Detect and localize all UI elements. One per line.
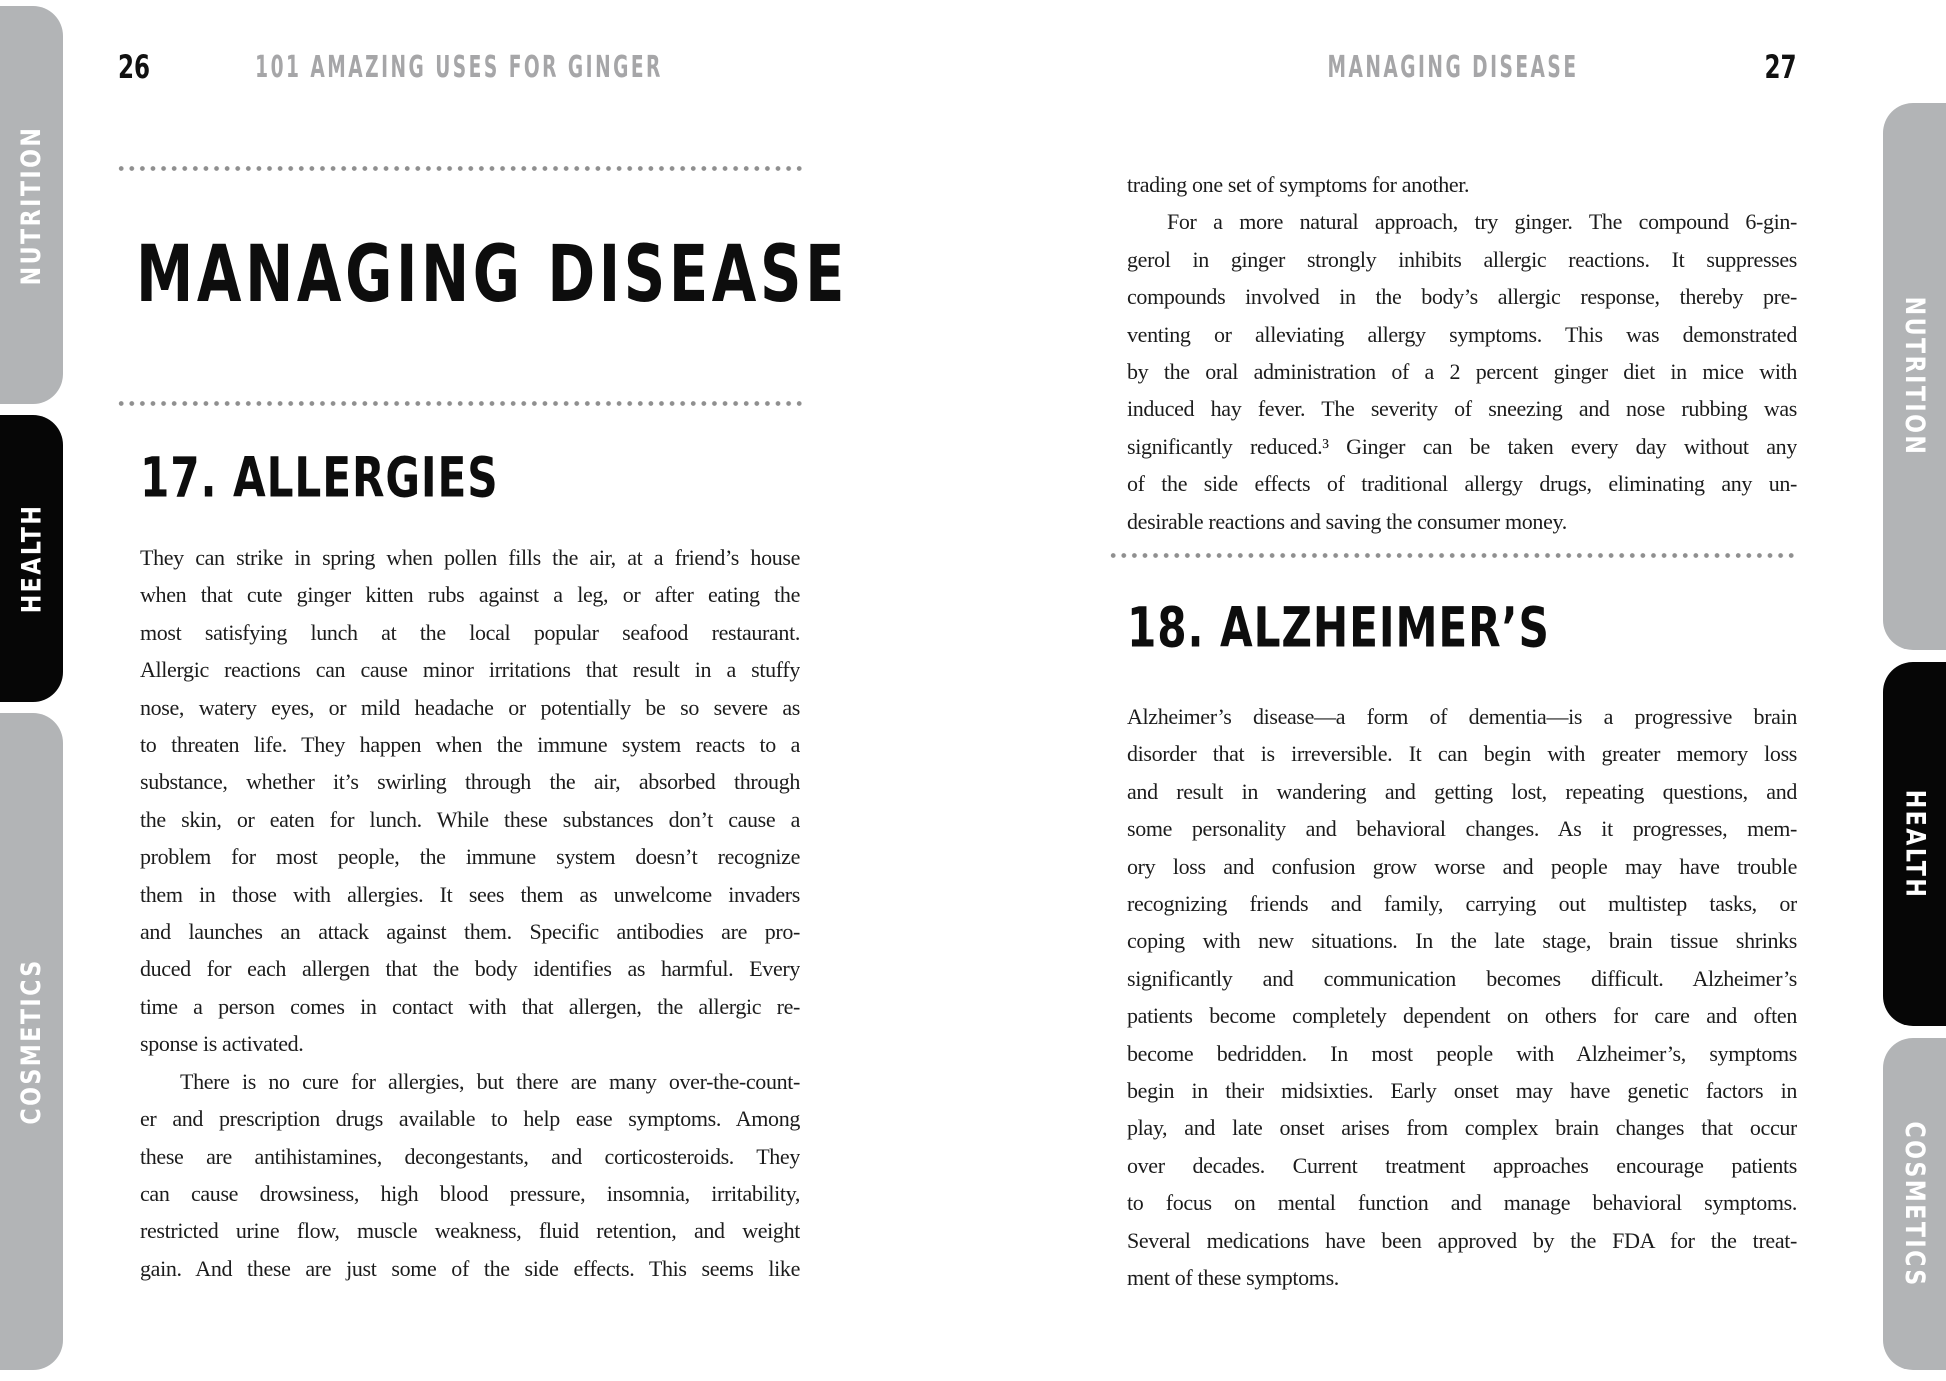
- paragraph: [140, 1063, 800, 1287]
- text-line: sponse is activated.: [140, 1031, 304, 1057]
- text-line: over decades. Current treatment approaches encourage patients: [1127, 1152, 1797, 1178]
- tab-cosmetics-right: [1883, 1038, 1946, 1370]
- text-line: when that cute ginger kitten rubs against a leg, or after eating the: [140, 582, 800, 608]
- body-text-column-left: [140, 539, 800, 1287]
- text-line: most satisfying lunch at the local popular seafood restaurant.: [140, 619, 800, 645]
- text-line: the skin, or eaten for lunch. While these substances don’t cause a: [140, 806, 800, 832]
- tab-health-label: HEALTH: [1899, 789, 1930, 899]
- dotted-divider: [118, 400, 802, 407]
- text-line: significantly and communication becomes difficult. Alzheimer’s: [1127, 965, 1797, 991]
- text-line: coping with new situations. In the late stage, brain tissue shrinks: [1127, 928, 1797, 954]
- page-number-left: 26: [118, 48, 151, 86]
- page-number-right: 27: [1764, 48, 1797, 86]
- text-line: ment of these symptoms.: [1127, 1265, 1339, 1291]
- text-line: these are antihistamines, decongestants, and corticosteroids. They: [140, 1143, 800, 1169]
- text-line: some personality and behavioral changes. As it progresses, mem-: [1127, 816, 1797, 842]
- text-line: For a more natural approach, try ginger. The compound 6-gin-: [1167, 209, 1797, 235]
- tab-cosmetics-left: [0, 713, 63, 1370]
- text-line: induced hay fever. The severity of sneezing and nose rubbing was: [1127, 396, 1797, 422]
- text-line: er and prescription drugs available to help ease symptoms. Among: [140, 1106, 800, 1132]
- paragraph: [1127, 698, 1797, 1297]
- text-line: become bedridden. In most people with Alzheimer’s, symptoms: [1127, 1040, 1797, 1066]
- section-heading-alzheimers: 18. ALZHEIMER’S: [1127, 596, 1550, 661]
- text-line: compounds involved in the body’s allergic response, thereby pre-: [1127, 284, 1797, 310]
- body-text-column-right-top: [1127, 166, 1797, 540]
- tab-nutrition-label: NUTRITION: [1899, 296, 1931, 457]
- text-line: recognizing friends and family, carrying out multistep tasks, or: [1127, 891, 1797, 917]
- tab-cosmetics-label: COSMETICS: [1899, 1120, 1931, 1288]
- text-line: patients become completely dependent on others for care and often: [1127, 1003, 1797, 1029]
- tab-nutrition-left: [0, 6, 63, 404]
- running-head-right: MANAGING DISEASE: [1327, 50, 1579, 85]
- text-line: and launches an attack against them. Specific antibodies are pro-: [140, 919, 800, 945]
- text-line: disorder that is irreversible. It can begin with greater memory loss: [1127, 741, 1797, 767]
- text-line: time a person comes in contact with that allergen, the allergic re-: [140, 993, 800, 1019]
- text-line: by the oral administration of a 2 percent ginger diet in mice with: [1127, 359, 1797, 385]
- text-line: begin in their midsixties. Early onset may have genetic factors in: [1127, 1078, 1797, 1104]
- text-line: restricted urine flow, muscle weakness, fluid retention, and weight: [140, 1218, 800, 1244]
- paragraph: [140, 539, 800, 1063]
- tab-health-right-active: [1883, 662, 1946, 1026]
- text-line: gerol in ginger strongly inhibits allergic reactions. It suppresses: [1127, 246, 1797, 272]
- text-line: to focus on mental function and manage behavioral symptoms.: [1127, 1190, 1797, 1216]
- chapter-title: MANAGING DISEASE: [136, 230, 849, 321]
- tab-nutrition-right: [1883, 103, 1946, 650]
- text-line: There is no cure for allergies, but there are many over-the-count-: [180, 1068, 800, 1094]
- text-line: ory loss and confusion grow worse and people may have trouble: [1127, 853, 1797, 879]
- paragraph: [1127, 166, 1797, 203]
- text-line: Alzheimer’s disease—a form of dementia—is a progressive brain: [1127, 704, 1797, 729]
- text-line: them in those with allergies. It sees them as unwelcome invaders: [140, 881, 800, 907]
- text-line: desirable reactions and saving the consumer money.: [1127, 508, 1567, 534]
- tab-nutrition-label: NUTRITION: [16, 125, 48, 285]
- text-line: problem for most people, the immune system doesn’t recognize: [140, 844, 800, 870]
- running-head-left: 101 AMAZING USES FOR GINGER: [255, 50, 663, 85]
- paragraph: [1127, 203, 1797, 540]
- text-line: play, and late onset arises from complex brain changes that occur: [1127, 1115, 1797, 1141]
- tab-health-label: HEALTH: [16, 503, 47, 614]
- text-line: Allergic reactions can cause minor irritations that result in a stuffy: [140, 657, 800, 683]
- text-line: and result in wandering and getting lost, repeating questions, and: [1127, 778, 1797, 804]
- text-line: significantly reduced.³ Ginger can be taken every day without any: [1127, 433, 1797, 459]
- text-line: to threaten life. They happen when the immune system reacts to a: [140, 732, 800, 758]
- text-line: duced for each allergen that the body identifies as harmful. Every: [140, 956, 800, 982]
- tab-health-left-active: [0, 415, 63, 702]
- text-line: They can strike in spring when pollen fills the air, at a friend’s house: [140, 545, 800, 570]
- dotted-divider: [118, 165, 802, 172]
- text-line: of the side effects of traditional allergy drugs, eliminating any un-: [1127, 471, 1797, 497]
- body-text-column-right-bottom: [1127, 698, 1797, 1297]
- text-line: nose, watery eyes, or mild headache or potentially be so severe as: [140, 694, 800, 720]
- text-line: substance, whether it’s swirling through the air, absorbed through: [140, 769, 800, 795]
- text-line: can cause drowsiness, high blood pressure, insomnia, irritability,: [140, 1180, 800, 1206]
- text-line: venting or alleviating allergy symptoms. This was demonstrated: [1127, 321, 1797, 347]
- tab-cosmetics-label: COSMETICS: [16, 958, 48, 1125]
- dotted-divider: [1110, 552, 1797, 559]
- text-line: gain. And these are just some of the side effects. This seems like: [140, 1255, 800, 1281]
- text-line: Several medications have been approved by the FDA for the treat-: [1127, 1227, 1797, 1253]
- text-line: trading one set of symptoms for another.: [1127, 172, 1470, 197]
- section-heading-allergies: 17. ALLERGIES: [140, 446, 499, 511]
